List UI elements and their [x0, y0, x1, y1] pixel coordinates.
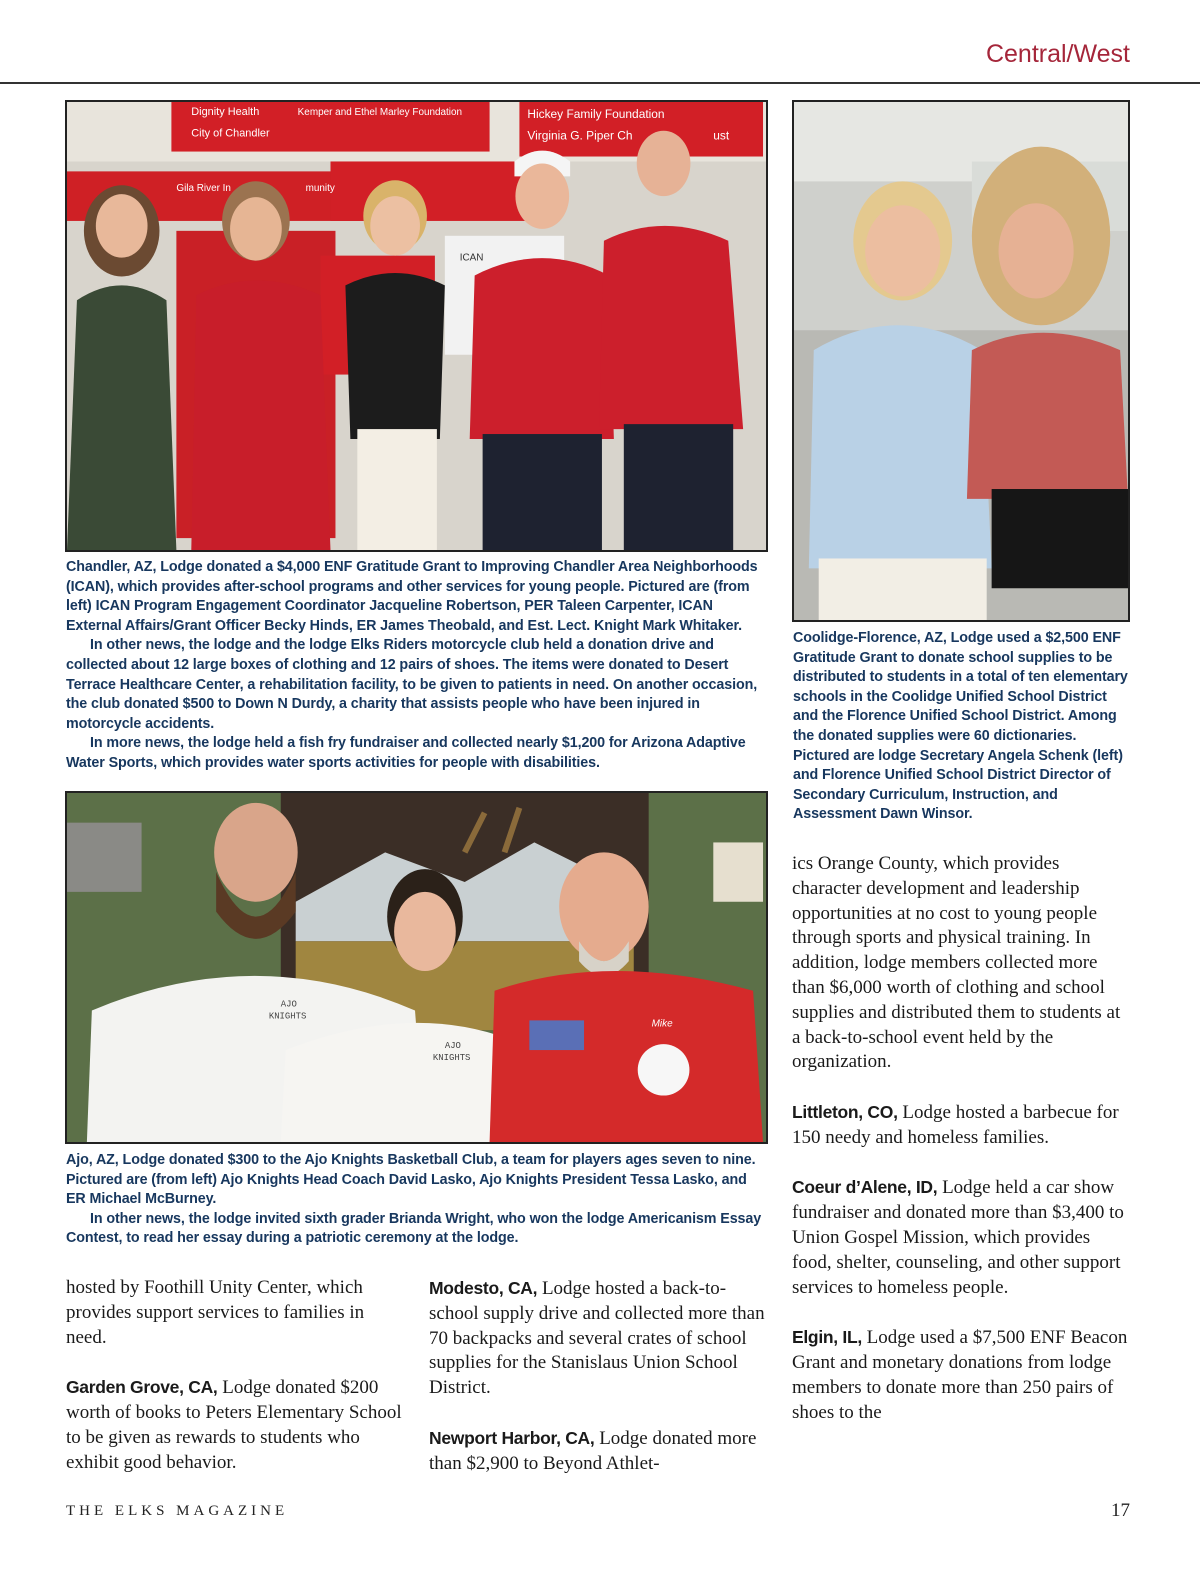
body-column-2: [429, 1276, 772, 1476]
lodge-lead: Newport Harbor, CA,: [429, 1427, 595, 1448]
page-number: 17: [1111, 1500, 1130, 1521]
sign-text: ICAN: [459, 252, 484, 264]
caption-text: Lodge donated $300 to the Ajo Knights Basketball Club, a team for players ages seven to nine. Pictured are (from left) Ajo Knights Head Coach David Lasko, Ajo Knights President Tessa Lasko, and ER Michael McBurney.: [66, 1152, 756, 1208]
body-column-3: [792, 852, 1130, 1425]
caption-text: Lodge used a $2,500 ENF Gratitude Grant to donate school supplies to be distributed to students in a total of ten elementary schools in the Coolidge Unified School District and the Florence Unified School District. Among the donated supplies were 60 dictionaries. Pictured are lodge Secretary Angela Schenk (left) and Florence Unified School District Director of Secondary Curriculum, Instruction, and Assessment Dawn Winsor.: [793, 630, 1128, 823]
magazine-title: THE ELKS MAGAZINE: [66, 1503, 289, 1519]
lodge-lead: Garden Grove, CA,: [66, 1377, 218, 1398]
body-text: Lodge donated more than $2,900 to Beyond Athlet-: [429, 1427, 757, 1474]
body-text: Lodge donated $200 worth of books to Peters Elementary School to be given as rewards to students who exhibit good behavior.: [66, 1377, 402, 1473]
body-text: Lodge used a $7,500 ENF Beacon Grant and monetary donations from lodge members to donate more than 250 pairs of shoes to the: [792, 1327, 1128, 1423]
header-rule: [0, 82, 1200, 84]
caption-text: In other news, the lodge invited sixth grader Brianda Wright, who won the lodge Americanism Essay Contest, to read her essay during a patriotic ceremony at the lodge.: [66, 1210, 762, 1247]
body-paragraph: hosted by Foothill Unity Center, which provides support services to families in need.: [66, 1277, 365, 1348]
shirt-text: AJO: [280, 999, 297, 1010]
sign-text: Dignity Health: [191, 105, 260, 118]
section-label: Central/West: [985, 40, 1130, 68]
chandler-caption: [66, 558, 768, 774]
body-text: Lodge held a car show fundraiser and donated more than $3,400 to Union Gospel Mission, which provides food, shelter, counseling, and other support services to homeless people.: [792, 1177, 1124, 1298]
body-paragraph: [429, 1426, 772, 1477]
coolidge-photo: [792, 100, 1130, 622]
chandler-photo: [65, 100, 768, 552]
sign-text: munity: [305, 183, 335, 195]
body-paragraph: [429, 1276, 772, 1401]
caption-text: In more news, the lodge held a fish fry fundraiser and collected nearly $1,200 for Arizona Adaptive Water Sports, which provides water sports activities for people with disabilities.: [66, 735, 746, 771]
ajo-photo: [65, 791, 768, 1144]
body-paragraph: [66, 1375, 409, 1475]
body-text: Lodge hosted a barbecue for 150 needy and homeless families.: [792, 1101, 1119, 1148]
caption-lead: Coolidge-Florence, AZ,: [793, 630, 947, 646]
sign-text: Hickey Family Foundation: [527, 106, 665, 121]
body-paragraph: [792, 1175, 1130, 1300]
caption-text: In other news, the lodge and the lodge Elks Riders motorcycle club held a donation drive and collected about 12 large boxes of clothing and 12 pairs of shoes. The items were donated to Desert Terrace Healthcare Center, a rehabilitation facility, to be given to patients in need. On another occasion, the club donated $500 to Down N Durdy, a charity that assists people who have been injured in motorcycle accidents.: [66, 637, 758, 732]
sign-text: Kemper and Ethel Marley Foundation: [297, 106, 463, 118]
caption-lead: Ajo, AZ,: [66, 1152, 119, 1168]
shirt-text: KNIGHTS: [432, 1052, 471, 1063]
caption-lead: Chandler, AZ,: [66, 559, 157, 575]
name-tag: Mike: [651, 1018, 673, 1030]
body-paragraph: ics Orange County, which provides character development and leadership opportunities at no cost to young people through sports and physical training. In addition, lodge members collected more than $6,000 worth of clothing and school supplies and distributed them to students at a back-to-school event held by the organization.: [792, 853, 1121, 1073]
sign-text: City of Chandler: [191, 127, 270, 140]
shirt-text: AJO: [444, 1041, 461, 1052]
ajo-caption: [66, 1151, 768, 1249]
lodge-lead: Littleton, CO,: [792, 1101, 898, 1122]
sign-text: Gila River In: [176, 183, 231, 195]
sign-text: ust: [713, 128, 730, 143]
body-paragraph: [792, 1325, 1130, 1425]
sign-text: Virginia G. Piper Ch: [527, 128, 633, 143]
body-column-1: [66, 1276, 409, 1475]
lodge-lead: Modesto, CA,: [429, 1278, 538, 1298]
lodge-lead: Coeur d’Alene, ID,: [792, 1177, 938, 1198]
lodge-lead: Elgin, IL,: [792, 1327, 862, 1348]
caption-text: Lodge donated a $4,000 ENF Gratitude Grant to Improving Chandler Area Neighborhoods (ICAN), which provides after-school programs and other services for young people. Pictured are (from left) ICAN Program Engagement Coordinator Jacqueline Robertson, PER Taleen Carpenter, ICAN External Affairs/Grant Officer Becky Hinds, ER James Theobald, and Est. Lect. Knight Mark Whitaker.: [66, 559, 758, 634]
body-paragraph: [792, 1100, 1130, 1151]
shirt-text: KNIGHTS: [268, 1011, 307, 1022]
coolidge-caption: [793, 629, 1130, 825]
body-text: Lodge hosted a back-to-school supply drive and collected more than 70 backpacks and several crates of school supplies for the Stanislaus Union School District.: [429, 1278, 765, 1399]
